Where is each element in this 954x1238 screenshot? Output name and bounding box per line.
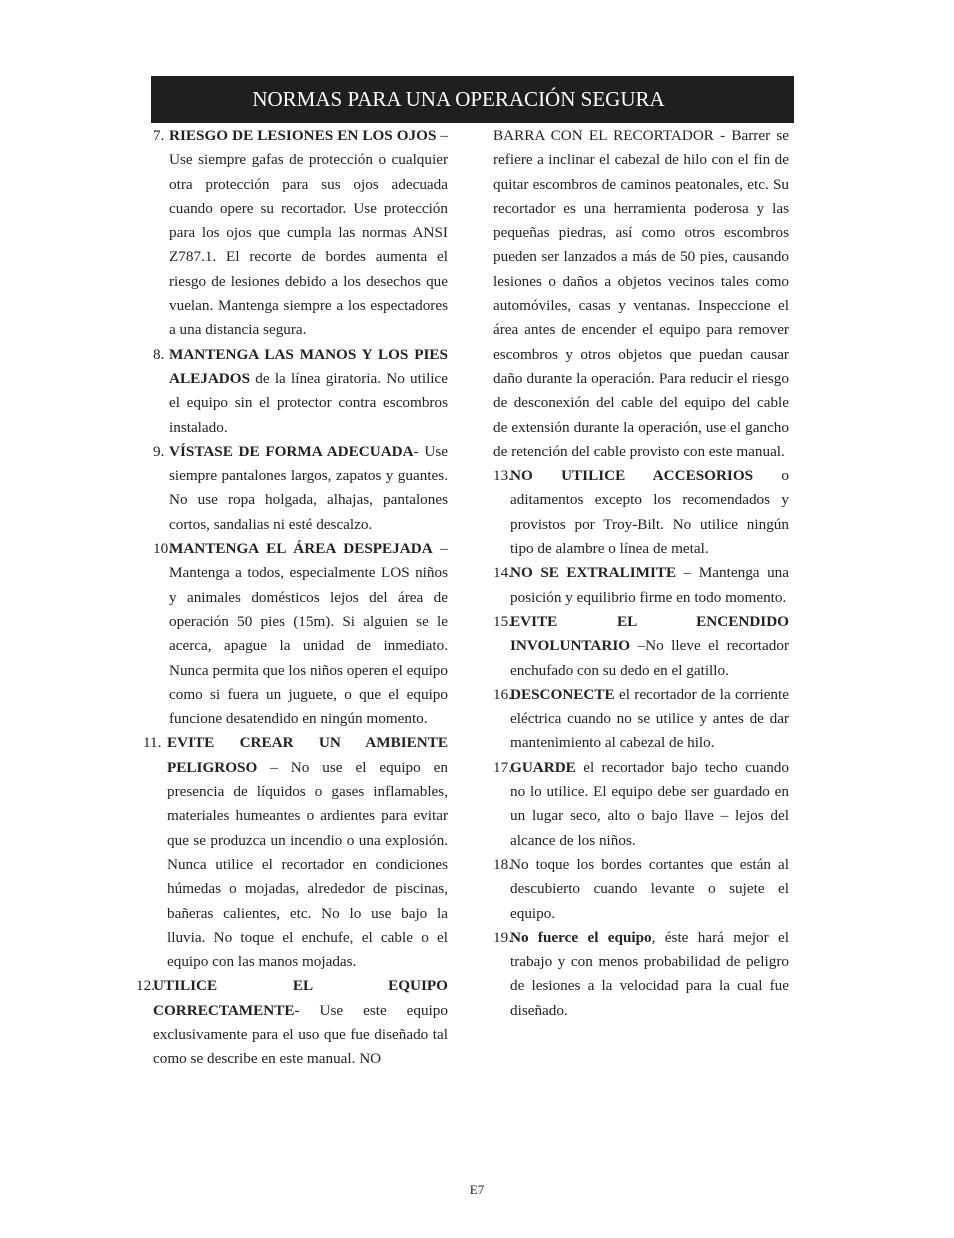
item-text: – No use el equipo en presencia de líquidos o gases inflamables, materiales humeantes o ardientes para evitar que se produzca un incendio o una explosión. Nunca utilice el recortador en condiciones húmedas o mojadas, alrededor de piscinas, bañeras calientes, etc. No lo use bajo la lluvia. No toque el enchufe, el cable o el equipo con las manos mojadas. — [167, 758, 448, 971]
item-heading: MANTENGA LAS MANOS Y LOS PIES ALEJADOS — [169, 345, 448, 387]
item-number: 18. — [493, 855, 512, 873]
item-text: el recortador bajo techo cuando no lo utilice. El equipo debe ser guardado en un lugar seco, alto o bajo llave – lejos del alcance de los niños. — [510, 758, 789, 849]
rule-item-9 — [136, 440, 448, 537]
rule-item-8 — [136, 343, 448, 440]
item-text: el recortador de la corriente eléctrica cuando no se utilice y antes de dar mantenimiento al cabezal de hilo. — [510, 685, 789, 752]
rule-item-11 — [136, 731, 448, 974]
item-number: 14. — [493, 564, 512, 582]
rule-item-15 — [493, 610, 789, 683]
item-text: –No lleve el recortador enchufado con su dedo en el gatillo. — [510, 637, 789, 679]
item-text: No toque los bordes cortantes que están al descubierto cuando levante o sujete el equipo. — [510, 855, 789, 922]
item-heading: UTILICE EL EQUIPO CORRECTAMENTE — [153, 977, 448, 1019]
item-text: - Use este equipo exclusivamente para el uso que fue diseñado tal como se describe en este manual. NO — [153, 1001, 448, 1068]
item-number: 16. — [493, 685, 512, 703]
item-text: - Use siempre pantalones largos, zapatos y guantes. No use ropa holgada, alhajas, pantalones cortos, sandalias ni esté descalzo. — [169, 442, 448, 533]
rule-item-17 — [493, 756, 789, 853]
rule-item-10 — [136, 537, 448, 731]
item-text: , éste hará mejor el trabajo y con menos probabilidad de peligro de lesiones a la velocidad para la cual fue diseñado. — [510, 928, 789, 1019]
continued-paragraph: BARRA CON EL RECORTADOR - Barrer se refiere a inclinar el cabezal de hilo con el fin de quitar escombros de caminos peatonales, etc. Su recortador es una herramienta poderosa y las pequeñas piedras, así como otros escombros pueden ser lanzados a más de 50 pies, causando lesiones o daños a objetos vecinos tales como automóviles, casas y ventanas. Inspeccione el área antes de encender el equipo para remover escombros y otros objetos que puedan causar daño durante la operación. Para reducir el riesgo de desconexión del cable del equipo del cable de extensión durante la operación, use el gancho de retención del cable provisto con este manual. — [493, 127, 789, 460]
left-column — [136, 124, 448, 1072]
item-number: 11. — [143, 734, 162, 752]
item-number: 13. — [493, 467, 512, 485]
rule-item-16 — [493, 683, 789, 756]
item-heading: MANTENGA EL ÁREA DESPEJADA — [169, 540, 433, 558]
item-heading: DESCONECTE — [510, 685, 615, 703]
item-number: 17. — [493, 758, 512, 776]
item-heading: NO SE EXTRALIMITE — [510, 564, 677, 582]
rule-item-14 — [493, 561, 789, 610]
item-text: – Use siempre gafas de protección o cualquier otra protección para sus ojos adecuada cuando opere su recortador. Use protección para los ojos que cumpla las normas ANSI Z787.1. El recorte de bordes aumenta el riesgo de lesiones debido a los desechos que vuelan. Mantenga siempre a los espectadores a una distancia segura. — [169, 127, 448, 339]
item-number: 10. — [153, 540, 172, 558]
item-heading: VÍSTASE DE FORMA ADECUADA — [169, 442, 414, 460]
item-text: de la línea giratoria. No utilice el equipo sin el protector contra escombros instalado. — [169, 369, 448, 436]
item-heading: RIESGO DE LESIONES EN LOS OJOS — [169, 127, 437, 144]
section-title-banner — [151, 76, 794, 123]
item-heading: EVITE CREAR UN AMBIENTE PELIGROSO — [167, 734, 448, 776]
item-number: 7. — [153, 127, 165, 144]
rule-item-19 — [493, 926, 789, 1023]
item-number: 8. — [153, 345, 165, 363]
item-heading: No fuerce el equipo — [510, 928, 652, 946]
item-text: – Mantenga a todos, especialmente LOS niños y animales domésticos lejos del área de operación 50 pies (15m). Si alguien se le acerca, apague la unidad de inmediato. Nunca permita que los niños operen el equipo como si fuera un juguete, o que el equipo funcione desatendido en ningún momento. — [169, 540, 449, 728]
section-title: NORMAS PARA UNA OPERACIÓN SEGURA — [252, 87, 665, 111]
item-heading: NO UTILICE ACCESORIOS — [510, 467, 754, 485]
item-heading: EVITE EL ENCENDIDO INVOLUNTARIO — [510, 612, 789, 655]
right-column — [493, 124, 789, 1023]
item-number: 12. — [136, 977, 155, 995]
rule-item-12 — [136, 974, 448, 1071]
rule-item-7 — [136, 124, 448, 343]
rule-item-13 — [493, 464, 789, 561]
item-text: – Mantenga una posición y equilibrio firme en todo momento. — [510, 564, 789, 606]
item-number: 9. — [153, 442, 165, 460]
rule-item-18 — [493, 853, 789, 926]
item-text: o aditamentos excepto los recomendados y provistos por Troy-Bilt. No utilice ningún tipo de alambre o línea de metal. — [510, 467, 789, 558]
item-number: 15. — [493, 612, 512, 630]
page-number: E7 — [469, 1182, 485, 1197]
item-number: 19. — [493, 928, 512, 946]
item-heading: GUARDE — [510, 758, 576, 776]
